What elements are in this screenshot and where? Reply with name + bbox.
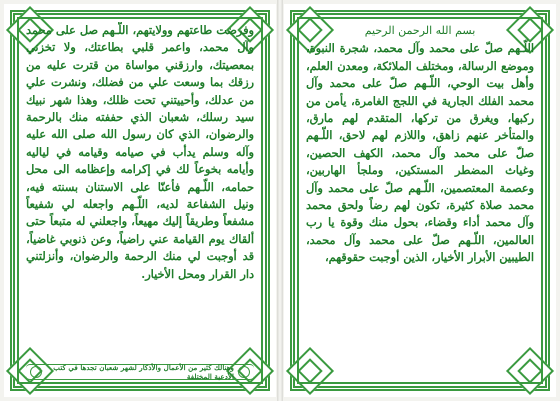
- bismillah-heading: بسم الله الرحمن الرحيم: [364, 24, 476, 37]
- footer-note: [26, 364, 254, 380]
- right-page: [284, 4, 556, 397]
- prayer-text-continued: وفرضت طاعتهم وولايتهم، اللّـهم صل على محمد وآل محمد، واعمر قلبي بطاعتك، ولا تخزني بمعصيتك، وارزقني مواساة من قترت عليه من رزقك بما وسعت علي من فضلك، ونشرت علي من عدلك، وأحييتني تحت ظلك، وهذا شهر نبيك سيد رسلك، شعبان الذي حففته منك بالرحمة والرضوان، الذي كان رسول الله صلى الله عليه وآله وسلم يدأب في صيامه وقيامه في لياليه وأيامه بخوعاً لك في إكرامه وإعظامه الى محل حمامه، اللّـهم فأعنّا على الاستنان بسنته فيه، ونيل الشفاعة لديه، اللّـهم واجعله لي شفيعاً مشفعاً وطريقاً إليك مهيعاً، واجعلني له متبعاً حتى ألقاك يوم القيامة عني راضياً، وعن ذنوبي غاضياً، قد أوجبت لي منك الرحمة والرضوان، وأنزلتني دار القرار ومحل الأخيار.: [26, 23, 254, 281]
- right-page-text: [306, 22, 534, 379]
- left-page: [4, 4, 276, 397]
- footer-seal-icon: [238, 366, 250, 378]
- left-page-text: [26, 22, 254, 363]
- footer-seal-icon: [30, 366, 42, 378]
- footer-note-text: وهنالك كثير من الأعمال والأذكار لشهر شعبان تجدها في كتب الأدعية المختلفة: [53, 363, 234, 381]
- prayer-text: اللّـهم صلّ على محمد وآل محمد، شجرة النبوة، وموضع الرسالة، ومختلف الملائكة، ومعدن العلم، وأهل بيت الوحي، اللّـهم صلّ على محمد وآل محمد الفلك الجارية في اللجج الغامرة، يأمن من ركبها، ويغرق من تركها، المتقدم لهم مارق، والمتأخر عنهم زاهق، واللازم لهم لاحق، اللّـهم صلّ على محمد وآل محمد، الكهف الحصين، وغياث المضطر المستكين، وملجأ الهاربين، وعصمة المعتصمين، اللّـهم صلّ على محمد وآل محمد صلاة كثيرة، تكون لهم رضاً ولحق محمد وآل محمد أداء وقضاء، بحول منك وقوة يا رب العالمين، اللّـهم صلّ على محمد وآل محمد، الطيبين الأبرار الأخيار، الذين أوجبت حقوقهم،: [306, 41, 534, 265]
- book-gutter: [277, 0, 283, 401]
